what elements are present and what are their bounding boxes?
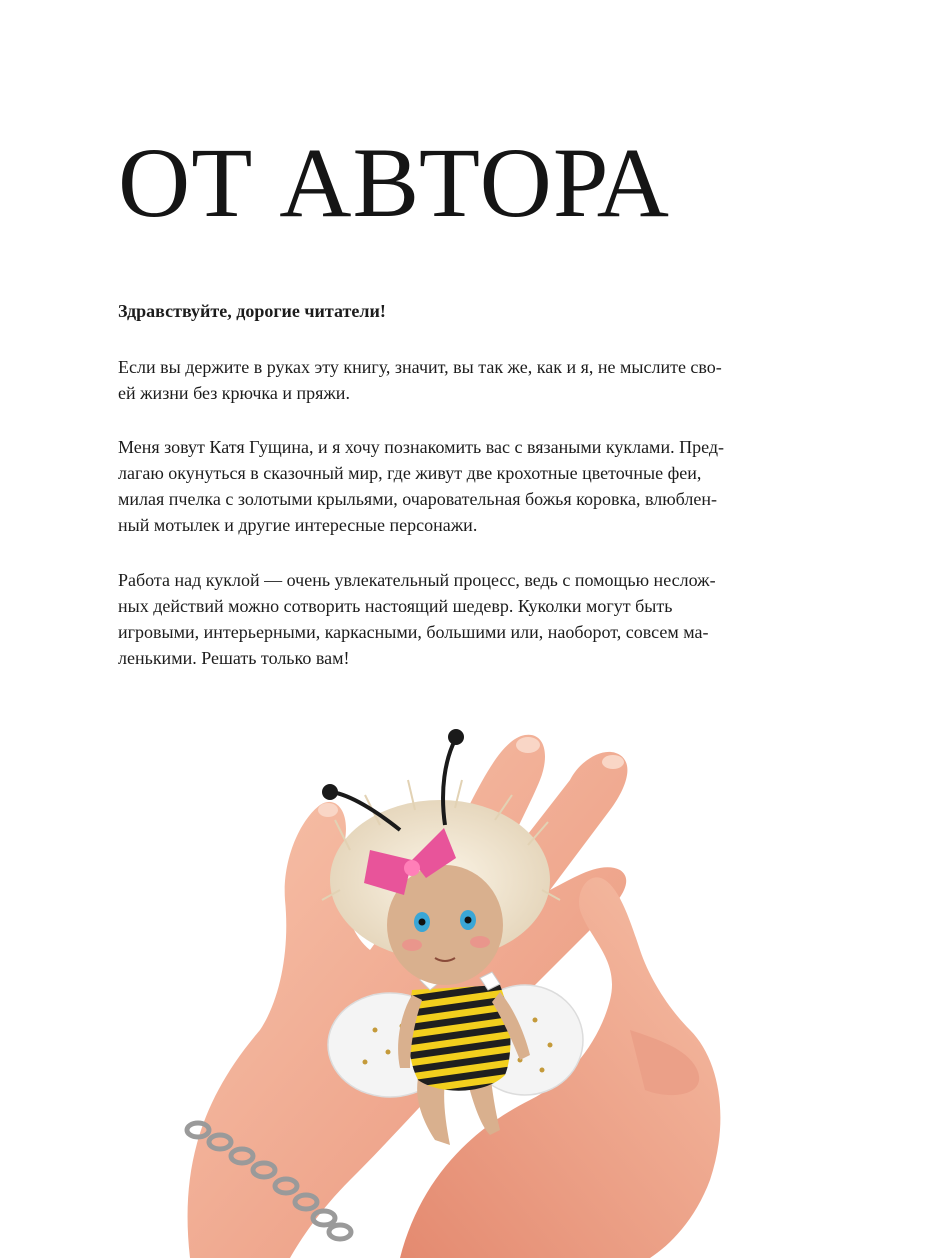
paragraph-line: ленькими. Решать только вам!: [118, 648, 350, 668]
paragraph-line: ей жизни без крючка и пряжи.: [118, 383, 350, 403]
fingernail: [602, 755, 624, 769]
paragraph-line: лагаю окунуться в сказочный мир, где живут две крохотные цветочные феи,: [118, 463, 702, 483]
paragraph-line: милая пчелка с золотыми крыльями, очаровательная божья коровка, влюблен-: [118, 489, 717, 509]
paragraph-2: [118, 434, 768, 538]
paragraph-line: Работа над куклой — очень увлекательный процесс, ведь с помощью неслож-: [118, 570, 716, 590]
fingernail: [318, 803, 338, 817]
doll-left-pupil: [419, 919, 426, 926]
doll-left-cheek: [402, 939, 422, 951]
page-title: ОТ АВТОРА: [118, 127, 670, 238]
greeting: Здравствуйте, дорогие читатели!: [118, 301, 386, 321]
paragraph-line: ных действий можно сотворить настоящий шедевр. Куколки могут быть: [118, 596, 673, 616]
doll-right-pupil: [465, 917, 472, 924]
photo-hands-holding-bee-doll: [150, 700, 750, 1258]
paragraph-line: ный мотылек и другие интересные персонажи.: [118, 515, 478, 535]
doll-right-cheek: [470, 936, 490, 948]
paragraph-line: игровыми, интерьерными, каркасными, большими или, наоборот, совсем ма-: [118, 622, 709, 642]
antenna-tip: [322, 784, 338, 800]
antenna-tip: [448, 729, 464, 745]
paragraph-line: Меня зовут Катя Гущина, и я хочу познакомить вас с вязаными куклами. Пред-: [118, 437, 724, 457]
paragraph-3: [118, 567, 768, 671]
paragraph-1: [118, 354, 768, 406]
paragraph-line: Если вы держите в руках эту книгу, значит, вы так же, как и я, не мыслите сво-: [118, 357, 722, 377]
fingernail: [516, 737, 540, 753]
